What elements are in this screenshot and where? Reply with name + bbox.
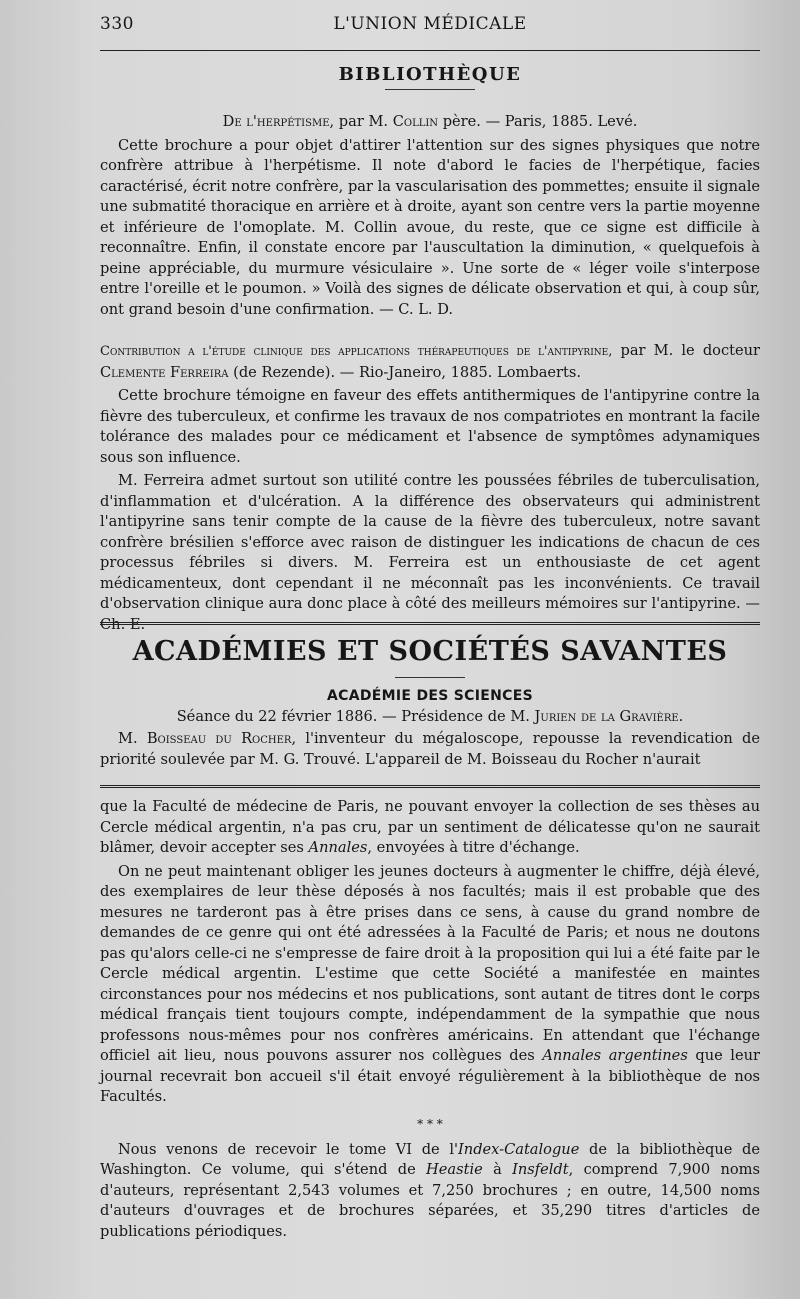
column-break-rule — [100, 785, 760, 788]
paragraph-text: On ne peut maintenant obliger les jeunes docteurs à augmenter le chiffre, déjà élevé, des exemplaires de leur thèse déposés à nos facultés; mais il est probable que des mesures ne tarderont pas à être prises dans ce sens, à cause du grand nombre de demandes de ce genre qui ont été adressées à la Faculté de Paris; et nous ne doutons pas qu'alors celle-ci ne s'empresse de faire droit à la proposition qui lui a été faite par le Cercle médical argentin. L'estime que cette Société a manifestée en maintes circonstances pour nos médecins et nos publications, sont autant de titres dont le corps médical français tient toujours compte, indépendamment de la sympathie que nous professons nous-mêmes pour nos confrères américains. En attendant que l'échange officiel ait lieu, nous pouvons assurer nos collègues des — [100, 862, 760, 1064]
paragraph-text: que la Faculté de médecine de Paris, ne pouvant envoyer la collection de ses thèses au Cercle médical argentin, n'a pas cru, par un sentiment de délicatesse qu'on ne saurait blâmer, devoir accepter ses — [100, 798, 760, 856]
header-rule — [100, 50, 760, 51]
section-separator-double — [100, 622, 760, 625]
entry-author: Clemente Ferreira — [100, 363, 229, 381]
journal-title: Annales argentines — [542, 1047, 688, 1064]
journal-title: Annales — [308, 839, 368, 856]
review-entry-herpetisme — [100, 112, 760, 320]
paragraph-text: Nous venons de recevoir le tome VI de l' — [118, 1140, 459, 1158]
paragraph-text: de la bibliothèque de Washington. Ce volume, qui s'étend de — [100, 1140, 760, 1178]
entry-paragraph: M. Ferreira admet surtout son utilité contre les poussées fébriles de tuberculisation, d'inflammation et d'ulcération. A la différence des observateurs qui administrent l'antipyrine sans tenir compte de la cause de la fièvre des tuberculeux, notre savant confrère brésilien s'efforce avec raison de distinguer les indications de chacun de ces processus fébriles si divers. M. Ferreira est un enthousiaste de cet agent médicamenteux, dont cependant il ne méconnaît pas les inconvénients. Ce travail d'observation clinique aura donc place à côté des meilleurs mémoires sur l'antipyrine. — Ch. E. — [100, 472, 760, 633]
entry-heading — [100, 341, 760, 383]
page-number: 330 — [100, 14, 134, 34]
paragraph-text: , envoyées à titre d'échange. — [367, 839, 580, 856]
range-start: Heastie — [426, 1161, 483, 1178]
running-head: L'UNION MÉDICALE — [333, 14, 527, 34]
person-name: M. Boisseau du Rocher — [118, 730, 292, 747]
entry-paragraph: Cette brochure témoigne en faveur des effets antithermiques de l'antipyrine contre la fièvre des tuberculeux, et confirme les travaux de nos compatriotes en montrant la facile tolérance des malades pour ce médicament et l'absence de symptômes adynamiques sous son influence. — [100, 387, 760, 466]
seance-date: Séance du 22 février 1886. — Présidence de M. — [176, 708, 535, 725]
review-entry-antipyrine — [100, 341, 760, 635]
continued-paragraph — [100, 862, 760, 1108]
entry-title: De l'herpétisme, — [222, 113, 335, 130]
bibliotheque-section — [100, 64, 760, 90]
entry-heading — [100, 112, 760, 133]
academy-paragraph — [100, 729, 760, 770]
paragraph-text: à — [482, 1161, 513, 1178]
paragraph-text: que leur journal recevrait bon accueil s'il était envoyé régulièrement à la bibliothèque de nos Facultés. — [100, 1047, 760, 1105]
section-title: BIBLIOTHÈQUE — [338, 64, 522, 85]
section-stars: * * * — [417, 1116, 443, 1131]
entry-by: par M. — [334, 113, 393, 130]
title-underline — [395, 677, 465, 678]
entry-title: Contribution a l'étude clinique des applications thérapeutiques de l'antipyrine, — [100, 344, 613, 359]
page-header — [100, 14, 760, 44]
entry-author: Collin — [392, 113, 439, 130]
president-name: Jurien de la Gravière — [534, 708, 679, 725]
paragraph-text: , comprend 7,900 noms d'auteurs, représentant 2,543 volumes et 7,250 brochures ; en outre, 14,500 noms d'auteurs d'ouvrages et de brochures séparées, et 35,290 titres d'articles de publications périodiques. — [100, 1161, 760, 1240]
academies-title: ACADÉMIES ET SOCIÉTÉS SAVANTES — [132, 636, 728, 667]
continued-paragraph — [100, 1140, 760, 1243]
academy-subtitle: ACADÉMIE DES SCIENCES — [327, 688, 533, 704]
entry-body: Cette brochure a pour objet d'attirer l'attention sur des signes physiques que notre confrère attribue à l'herpétisme. Il note d'abord le facies de l'herpétique, facies caractérisé, écrit notre confrère, par la vascularisation des pommettes; ensuite il signale une submatité thoracique en arrière et à droite, ayant son centre vers la partie moyenne et inférieure de l'omoplate. M. Collin avoue, du reste, que ce signe est difficile à reconnaître. Enfin, il constate encore par l'auscultation la diminution, « quelquefois à peine appréciable, du murmure vésiculaire ». Une sorte de « léger voile s'interpose entre l'oreille et le poumon. » Voilà des signes de délicate observation et qui, à coup sûr, ont grand besoin d'une confirmation. — C. L. D. — [100, 136, 760, 318]
entry-by: par M. le docteur — [612, 342, 761, 359]
academies-section — [100, 636, 760, 770]
catalogue-title: Index-Catalogue — [458, 1140, 580, 1158]
seance-line — [100, 708, 760, 725]
continued-paragraph — [100, 797, 760, 859]
title-underline — [385, 89, 475, 90]
seance-end: . — [678, 708, 684, 725]
entry-publication: (de Rezende). — Rio-Janeiro, 1885. Lombaerts. — [228, 363, 582, 381]
entry-publication: père. — Paris, 1885. Levé. — [438, 113, 638, 130]
range-end: Insfeldt — [512, 1161, 569, 1178]
paragraph-text: , l'inventeur du mégaloscope, repousse la revendication de priorité soulevée par M. G. Trouvé. L'appareil de M. Boisseau du Rocher n'aurait — [100, 730, 761, 768]
continued-article — [100, 797, 760, 1242]
